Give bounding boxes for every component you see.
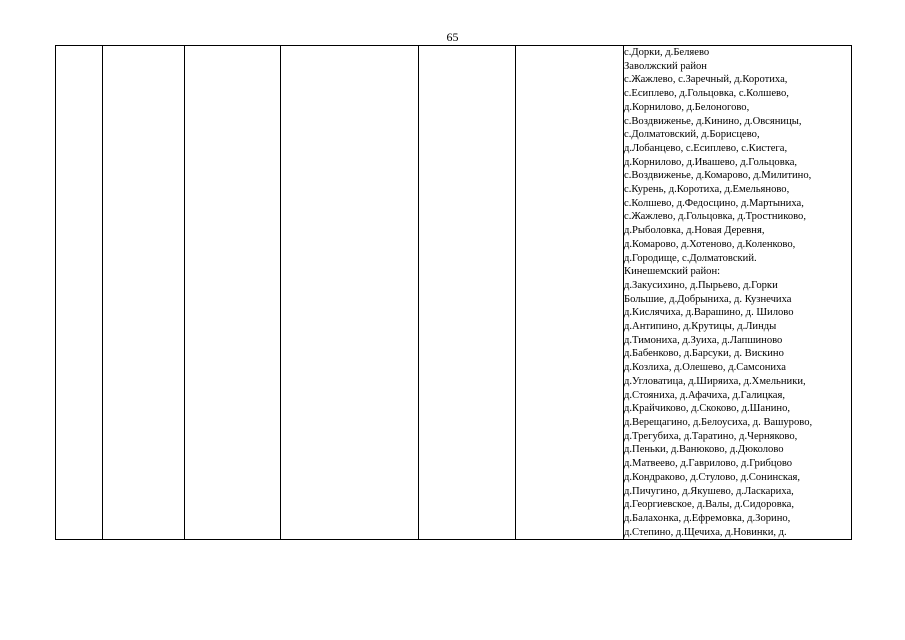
text-line: д.Пичугино, д.Якушево, д.Ласкариха, [624,485,794,497]
text-line: д.Закусихино, д.Пырьево, д.Горки [624,279,778,291]
settlements-list [624,46,851,539]
empty-cell-1 [56,46,103,540]
text-line: д.Стояниха, д.Афачиха, д.Галицкая, [624,389,786,401]
text-line: д.Антипино, д.Крутицы, д.Линды [624,321,777,333]
text-line: д.Рыболовка, д.Новая Деревня, [624,225,765,237]
text-line: д.Георгиевское, д.Валы, д.Сидоровка, [624,499,795,511]
text-line: с.Воздвиженье, д.Кинино, д.Овсяницы, [624,115,802,127]
text-line: д.Матвеево, д.Гаврилово, д.Грибцово [624,458,793,470]
text-line: д.Степино, д.Щечиха, д.Новинки, д. [624,526,787,538]
text-line: с.Жажлево, д.Гольцовка, д.Тростниково, [624,211,806,223]
empty-cell-3 [185,46,281,540]
text-line: д.Балахонка, д.Ефремовка, д.Зорино, [624,512,791,524]
document-table [55,45,852,540]
page-number: 65 [446,30,459,44]
text-line: с.Колшево, д.Федосцино, д.Мартыниха, [624,197,804,209]
text-line: Заволжский район [624,60,707,72]
text-line: д.Трегубиха, д.Таратино, д.Черняково, [624,430,798,442]
text-line: д.Тимониха, д.Зуиха, д.Лапшиново [624,334,783,346]
text-line: д.Пеньки, д.Ванюково, д.Дюколово [624,444,784,456]
text-line: д.Кондраково, д.Стулово, д.Сонинская, [624,471,801,483]
empty-cell-4 [281,46,419,540]
text-line: д.Кислячиха, д.Варашино, д. Шилово [624,307,794,319]
empty-cell-2 [103,46,185,540]
text-line: д.Крайчиково, д.Скоково, д.Шанино, [624,403,791,415]
text-line: с.Дорки, д.Беляево [624,47,710,58]
empty-cell-6 [516,46,624,540]
text-line: д.Городище, с.Долматовский. [624,252,757,264]
text-line: Кинешемский район: [624,266,721,278]
text-line: д.Козлиха, д.Олешево, д.Самсониха [624,362,786,374]
text-line: Большие, д.Добрыниха, д. Кузнечиха [624,293,792,305]
text-line: д.Угловатица, д.Ширяиха, д.Хмельники, [624,375,806,387]
settlements-cell [624,46,852,540]
text-line: с.Жажлево, с.Заречный, д.Коротиха, [624,74,788,86]
text-line: д.Комарово, д.Хотеново, д.Коленково, [624,238,796,250]
text-line: д.Бабенково, д.Барсуки, д. Вискино [624,348,784,360]
text-line: с.Есиплево, д.Гольцовка, с.Колшево, [624,88,789,100]
text-line: д.Верещагино, д.Белоусиха, д. Вашурово, [624,416,813,428]
text-line: д.Корнилово, д.Белоногово, [624,101,750,113]
text-line: д.Лобанцево, с.Есиплево, с.Кистега, [624,142,788,154]
table-row [56,46,852,540]
text-line: с.Курень, д.Коротиха, д.Емельяново, [624,184,790,196]
text-line: с.Воздвиженье, д.Комарово, д.Милитино, [624,170,812,182]
empty-cell-5 [419,46,516,540]
text-line: д.Корнилово, д.Ивашево, д.Гольцовка, [624,156,798,168]
text-line: с.Долматовский, д.Борисцево, [624,129,760,141]
